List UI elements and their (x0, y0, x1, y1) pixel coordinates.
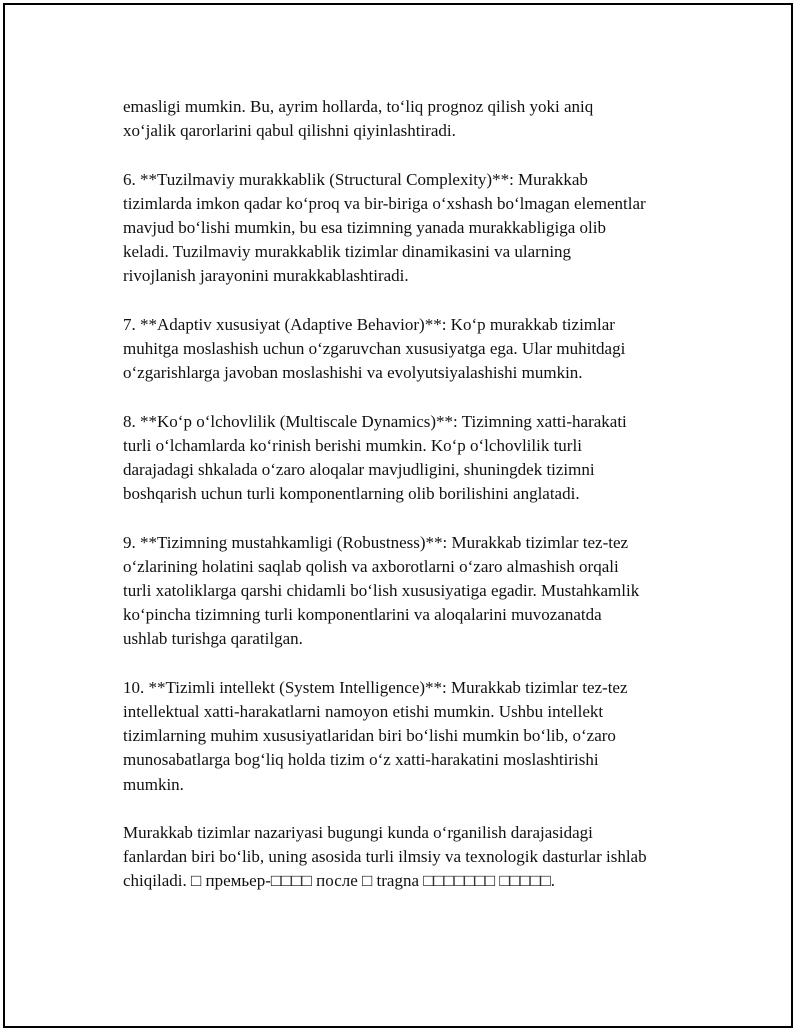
page-frame (3, 3, 793, 1028)
paragraph-structural-complexity: 6. **Tuzilmaviy murakkablik (Structural Complexity)**: Murakkab tizimlarda imkon qadar ko‘proq va bir-biriga o‘xshash bo‘lmagan elementlar mavjud bo‘lishi mumkin, bu esa tizimning yanada murakkabligiga olib keladi. Tuzilmaviy murakkablik tizimlar dinamikasini va ularning rivojlanish jarayonini murakkablashtiradi. (123, 169, 646, 286)
paragraph-robustness: 9. **Tizimning mustahkamligi (Robustness)**: Murakkab tizimlar tez-tez o‘zlarining holatini saqlab qolish va axborotlarni o‘zaro almashish orqali turli xatoliklarga qarshi chidamli bo‘lish xususiyatiga egadir. Mustahkamlik ko‘pincha tizimning turli komponentlarini va aloqalarini muvozanatda ushlab turishga qaratilgan. (123, 532, 640, 649)
paragraph-multiscale-dynamics: 8. **Ko‘p o‘lchovlilik (Multiscale Dynamics)**: Tizimning xatti-harakati turli o‘lchamlarda ko‘rinish berishi mumkin. Ko‘p o‘lchovlilik turli darajadagi shkalada o‘zaro aloqalar mavjudligini, shuningdek tizimni boshqarish uchun turli komponentlarning olib borilishini anglatadi. (123, 411, 627, 504)
paragraph-conclusion: Murakkab tizimlar nazariyasi bugungi kunda o‘rganilish darajasidagi fanlardan biri bo‘lib, uning asosida turli ilmsiy va texnologik dasturlar ishlab chiqiladi. □ премьер-□□□□ после □ tragna □□□□□□□ □□□□□. (123, 823, 647, 891)
paragraph-system-intelligence: 10. **Tizimli intellekt (System Intelligence)**: Murakkab tizimlar tez-tez intellektual xatti-harakatlarni namoyon etishi mumkin. Ushbu intellekt tizimlarning muhim xususiyatlaridan biri bo‘lishi mumkin bo‘lib, o‘zaro munosabatlarga bog‘liq holda tizim o‘z xatti-harakatini moslashtirishi mumkin. (123, 677, 628, 794)
document-body (123, 95, 703, 918)
paragraph-continuation: emasligi mumkin. Bu, ayrim hollarda, to‘liq prognoz qilish yoki aniq xo‘jalik qarorlarini qabul qilishni qiyinlashtiradi. (123, 97, 594, 141)
paragraph-adaptive-behavior: 7. **Adaptiv xususiyat (Adaptive Behavior)**: Ko‘p murakkab tizimlar muhitga moslashish uchun o‘zgaruvchan xususiyatga ega. Ular muhitdagi o‘zgarishlarga javoban moslashishi va evolyutsiyalashishi mumkin. (123, 314, 626, 383)
